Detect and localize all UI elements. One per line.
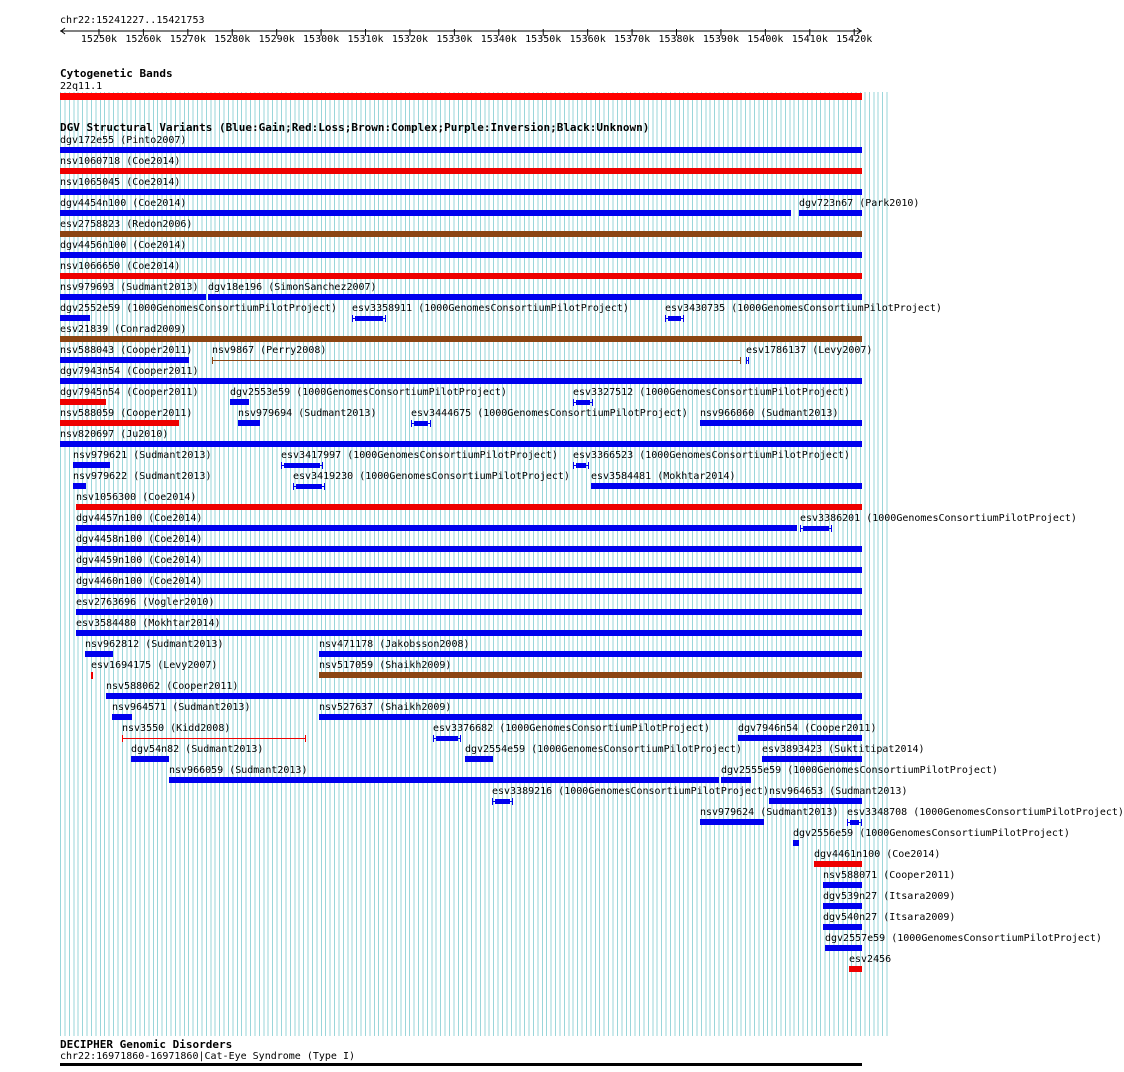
sv-label[interactable]: dgv4461n100 (Coe2014) (814, 849, 941, 860)
sv-feature-end (430, 420, 431, 427)
sv-feature-loss[interactable] (814, 861, 862, 867)
sv-label[interactable]: dgv4457n100 (Coe2014) (76, 513, 203, 524)
sv-feature-gain[interactable] (230, 399, 249, 405)
sv-feature-end (305, 735, 306, 742)
sv-feature-end (492, 798, 493, 805)
sv-feature-gain[interactable] (700, 819, 764, 825)
sv-feature-gain[interactable] (73, 483, 86, 489)
sv-feature-gain[interactable] (60, 189, 862, 195)
sv-feature-gain[interactable] (208, 294, 862, 300)
sv-feature-end (573, 462, 574, 469)
sv-feature-gain[interactable] (60, 210, 791, 216)
sv-feature-end (433, 735, 434, 742)
sv-label[interactable]: esv3893423 (Suktitipat2014) (762, 744, 925, 755)
decipher-item-label: chr22:16971860-16971860|Cat-Eye Syndrome (Type I) (60, 1051, 356, 1062)
sv-label[interactable]: dgv2557e59 (1000GenomesConsortiumPilotProject) (825, 933, 1102, 944)
ruler-tick-label: 15380k (658, 34, 695, 45)
dgv-track-title[interactable]: DGV Structural Variants (Blue:Gain;Red:Loss;Brown:Complex;Purple:Inversion;Black:Unknown) (60, 121, 650, 134)
sv-feature-gain[interactable] (60, 315, 90, 321)
sv-label[interactable]: nsv820697 (Ju2010) (60, 429, 169, 440)
sv-feature-end (324, 483, 325, 490)
sv-feature-end (460, 735, 461, 742)
sv-label[interactable]: dgv4460n100 (Coe2014) (76, 576, 203, 587)
sv-feature-gain[interactable] (465, 756, 493, 762)
sv-label[interactable]: esv2763696 (Vogler2010) (76, 597, 215, 608)
ruler-tick-label: 15340k (480, 34, 517, 45)
sv-feature-gain[interactable] (825, 945, 862, 951)
sv-feature-core (495, 799, 510, 804)
sv-label[interactable]: esv2758823 (Redon2006) (60, 219, 193, 230)
sv-feature-gain[interactable] (799, 210, 862, 216)
sv-feature-end (281, 462, 282, 469)
cytoband-track-title[interactable]: Cytogenetic Bands (60, 67, 173, 80)
sv-feature-gain[interactable] (738, 735, 862, 741)
sv-feature-loss[interactable] (122, 738, 306, 739)
sv-label[interactable]: esv3444675 (1000GenomesConsortiumPilotProject) (411, 408, 688, 419)
sv-label[interactable]: nsv979694 (Sudmant2013) (238, 408, 377, 419)
ruler-tick-label: 15410k (791, 34, 828, 45)
sv-feature-end (748, 357, 749, 364)
ruler-ticks (99, 29, 854, 36)
ruler-tick-label: 15420k (836, 34, 873, 45)
sv-feature-gain[interactable] (76, 609, 862, 615)
sv-feature-core (436, 736, 458, 741)
sv-feature-gain[interactable] (76, 588, 862, 594)
ruler-tick-label: 15260k (125, 34, 162, 45)
sv-feature-core (355, 316, 383, 321)
sv-feature-end (411, 420, 412, 427)
sv-label[interactable]: nsv966060 (Sudmant2013) (700, 408, 839, 419)
sv-label[interactable]: nsv471178 (Jakobsson2008) (319, 639, 470, 650)
ruler-tick-label: 15400k (747, 34, 784, 45)
sv-feature-loss[interactable] (60, 273, 862, 279)
sv-feature-end (322, 462, 323, 469)
sv-feature-gain[interactable] (762, 756, 862, 762)
sv-label[interactable]: nsv979622 (Sudmant2013) (73, 471, 212, 482)
sv-feature-end (212, 357, 213, 364)
sv-label[interactable]: dgv4459n100 (Coe2014) (76, 555, 203, 566)
sv-feature-loss[interactable] (60, 399, 106, 405)
sv-feature-end (92, 672, 93, 679)
ruler-tick-label: 15250k (80, 34, 118, 45)
sv-feature-core (803, 526, 829, 531)
sv-label[interactable]: esv3430735 (1000GenomesConsortiumPilotProject) (665, 303, 942, 314)
sv-label[interactable]: dgv4458n100 (Coe2014) (76, 534, 203, 545)
sv-label[interactable]: esv2456 (849, 954, 892, 965)
ruler-tick-label: 15360k (569, 34, 606, 45)
sv-label[interactable]: dgv7943n54 (Cooper2011) (60, 366, 199, 377)
sv-feature-gain[interactable] (60, 378, 862, 384)
sv-label[interactable]: esv3348708 (1000GenomesConsortiumPilotProject) (847, 807, 1124, 818)
sv-feature-loss[interactable] (60, 168, 862, 174)
sv-feature-gain[interactable] (319, 651, 862, 657)
sv-label[interactable]: dgv540n27 (Itsara2009) (823, 912, 956, 923)
sv-feature-complex[interactable] (212, 360, 741, 361)
sv-label[interactable]: esv3389216 (1000GenomesConsortiumPilotProject) (492, 786, 769, 797)
sv-feature-end (847, 819, 848, 826)
sv-label[interactable]: nsv527637 (Shaikh2009) (319, 702, 452, 713)
ruler-tick-label: 15320k (391, 34, 429, 45)
sv-feature-end (293, 483, 294, 490)
sv-feature-end (831, 525, 832, 532)
sv-label[interactable]: nsv966059 (Sudmant2013) (169, 765, 308, 776)
decipher-track-title[interactable]: DECIPHER Genomic Disorders (60, 1038, 233, 1051)
sv-label[interactable]: dgv54n82 (Sudmant2013) (131, 744, 264, 755)
sv-feature-gain[interactable] (131, 756, 169, 762)
ruler-tick-label: 15390k (702, 34, 739, 45)
sv-feature-core (850, 820, 859, 825)
sv-label[interactable]: dgv539n27 (Itsara2009) (823, 891, 956, 902)
sv-feature-end (665, 315, 666, 322)
sv-label[interactable]: esv1694175 (Levy2007) (91, 660, 218, 671)
sv-feature-end (588, 462, 589, 469)
sv-feature-gain[interactable] (60, 147, 862, 153)
sv-label[interactable]: dgv2553e59 (1000GenomesConsortiumPilotProject) (230, 387, 507, 398)
sv-feature-gain[interactable] (76, 525, 797, 531)
sv-label[interactable]: dgv2555e59 (1000GenomesConsortiumPilotProject) (721, 765, 998, 776)
sv-label[interactable]: esv3358911 (1000GenomesConsortiumPilotProject) (352, 303, 629, 314)
sv-label[interactable]: nsv979621 (Sudmant2013) (73, 450, 212, 461)
sv-label[interactable]: esv3376682 (1000GenomesConsortiumPilotProject) (433, 723, 710, 734)
sv-feature-end (122, 735, 123, 742)
sv-label[interactable]: dgv4454n100 (Coe2014) (60, 198, 187, 209)
sv-feature-core (296, 484, 322, 489)
sv-feature-gain[interactable] (76, 567, 862, 573)
sv-label[interactable]: nsv979624 (Sudmant2013) (700, 807, 839, 818)
sv-feature-gain[interactable] (60, 357, 189, 363)
sv-feature-complex[interactable] (60, 336, 862, 342)
sv-feature-gain[interactable] (769, 798, 862, 804)
ruler-tick-label: 15280k (214, 34, 251, 45)
sv-label[interactable]: nsv1065045 (Coe2014) (60, 177, 181, 188)
sv-feature-gain[interactable] (238, 420, 260, 426)
ruler-tick-label: 15300k (303, 34, 340, 45)
sv-label[interactable]: nsv588071 (Cooper2011) (823, 870, 956, 881)
sv-feature-loss[interactable] (849, 966, 862, 972)
sv-label[interactable]: nsv9867 (Perry2008) (212, 345, 327, 356)
sv-feature-end (352, 315, 353, 322)
sv-feature-loss[interactable] (76, 504, 862, 510)
sv-label[interactable]: esv3386201 (1000GenomesConsortiumPilotProject) (800, 513, 1077, 524)
sv-label[interactable]: nsv588062 (Cooper2011) (106, 681, 239, 692)
sv-label[interactable]: nsv588043 (Cooper2011) (60, 345, 193, 356)
sv-feature-gain[interactable] (60, 252, 862, 258)
decipher-feature[interactable] (60, 1063, 862, 1066)
sv-feature-gain[interactable] (721, 777, 751, 783)
sv-label[interactable]: dgv7945n54 (Cooper2011) (60, 387, 199, 398)
sv-feature-gain[interactable] (700, 420, 862, 426)
sv-label[interactable]: dgv7946n54 (Cooper2011) (738, 723, 877, 734)
sv-feature-core (414, 421, 428, 426)
sv-label[interactable]: esv3327512 (1000GenomesConsortiumPilotProject) (573, 387, 850, 398)
sv-feature-end (861, 819, 862, 826)
sv-feature-gain[interactable] (60, 441, 862, 447)
sv-feature-core (576, 463, 586, 468)
sv-label[interactable]: nsv1056300 (Coe2014) (76, 492, 197, 503)
sv-label[interactable]: esv21839 (Conrad2009) (60, 324, 187, 335)
sv-label[interactable]: dgv18e196 (SimonSanchez2007) (208, 282, 377, 293)
sv-feature-core (668, 316, 681, 321)
sv-feature-gain[interactable] (823, 882, 862, 888)
sv-feature-gain[interactable] (85, 651, 113, 657)
sv-label[interactable]: nsv964653 (Sudmant2013) (769, 786, 908, 797)
sv-label[interactable]: esv3417997 (1000GenomesConsortiumPilotProject) (281, 450, 558, 461)
sv-label[interactable]: dgv2556e59 (1000GenomesConsortiumPilotProject) (793, 828, 1070, 839)
ruler-tick-label: 15290k (258, 34, 295, 45)
sv-feature-gain[interactable] (591, 483, 862, 489)
sv-feature-gain[interactable] (76, 630, 862, 636)
left-margin (0, 0, 60, 1072)
sv-feature-loss[interactable] (60, 420, 179, 426)
sv-feature-end (385, 315, 386, 322)
sv-feature-end (592, 399, 593, 406)
sv-label[interactable]: nsv1060718 (Coe2014) (60, 156, 181, 167)
sv-feature-gain[interactable] (112, 714, 132, 720)
sv-feature-gain[interactable] (169, 777, 719, 783)
sv-feature-end (573, 399, 574, 406)
sv-label[interactable]: dgv723n67 (Park2010) (799, 198, 920, 209)
sv-feature-gain[interactable] (106, 693, 862, 699)
sv-feature-complex[interactable] (319, 672, 862, 678)
sv-label[interactable]: nsv3550 (Kidd2008) (122, 723, 231, 734)
sv-feature-gain[interactable] (60, 294, 206, 300)
sv-feature-core (284, 463, 320, 468)
sv-label[interactable]: esv1786137 (Levy2007) (746, 345, 873, 356)
cytoband-22q11-1[interactable] (60, 93, 862, 100)
sv-feature-end (740, 357, 741, 364)
sv-label[interactable]: dgv172e55 (Pinto2007) (60, 135, 187, 146)
sv-label[interactable]: nsv962812 (Sudmant2013) (85, 639, 224, 650)
sv-label[interactable]: nsv588059 (Cooper2011) (60, 408, 193, 419)
sv-label[interactable]: esv3419230 (1000GenomesConsortiumPilotProject) (293, 471, 570, 482)
sv-label[interactable]: dgv4456n100 (Coe2014) (60, 240, 187, 251)
sv-feature-gain[interactable] (823, 903, 862, 909)
sv-label[interactable]: esv3584480 (Mokhtar2014) (76, 618, 221, 629)
sv-label[interactable]: nsv964571 (Sudmant2013) (112, 702, 251, 713)
sv-label[interactable]: esv3366523 (1000GenomesConsortiumPilotProject) (573, 450, 850, 461)
sv-feature-end (512, 798, 513, 805)
ruler-tick-label: 15350k (525, 34, 562, 45)
sv-label[interactable]: nsv1066650 (Coe2014) (60, 261, 181, 272)
sv-feature-end (746, 357, 747, 364)
sv-feature-gain[interactable] (793, 840, 799, 846)
ruler-tick-label: 15270k (169, 34, 206, 45)
sv-feature-end (800, 525, 801, 532)
sv-label[interactable]: nsv517059 (Shaikh2009) (319, 660, 452, 671)
sv-feature-core (576, 400, 590, 405)
sv-label[interactable]: nsv979693 (Sudmant2013) (60, 282, 199, 293)
region-label: chr22:15241227..15421753 (60, 15, 205, 26)
ruler-tick-label: 15370k (614, 34, 651, 45)
sv-label[interactable]: dgv2554e59 (1000GenomesConsortiumPilotProject) (465, 744, 742, 755)
sv-label[interactable]: esv3584481 (Mokhtar2014) (591, 471, 736, 482)
sv-feature-complex[interactable] (60, 231, 862, 237)
sv-feature-gain[interactable] (823, 924, 862, 930)
sv-label[interactable]: dgv2552e59 (1000GenomesConsortiumPilotProject) (60, 303, 337, 314)
sv-feature-gain[interactable] (76, 546, 862, 552)
ruler-tick-label: 15310k (347, 34, 384, 45)
sv-feature-gain[interactable] (319, 714, 862, 720)
cytoband-label: 22q11.1 (60, 81, 103, 92)
sv-feature-gain[interactable] (73, 462, 110, 468)
sv-feature-end (683, 315, 684, 322)
ruler-tick-label: 15330k (436, 34, 473, 45)
